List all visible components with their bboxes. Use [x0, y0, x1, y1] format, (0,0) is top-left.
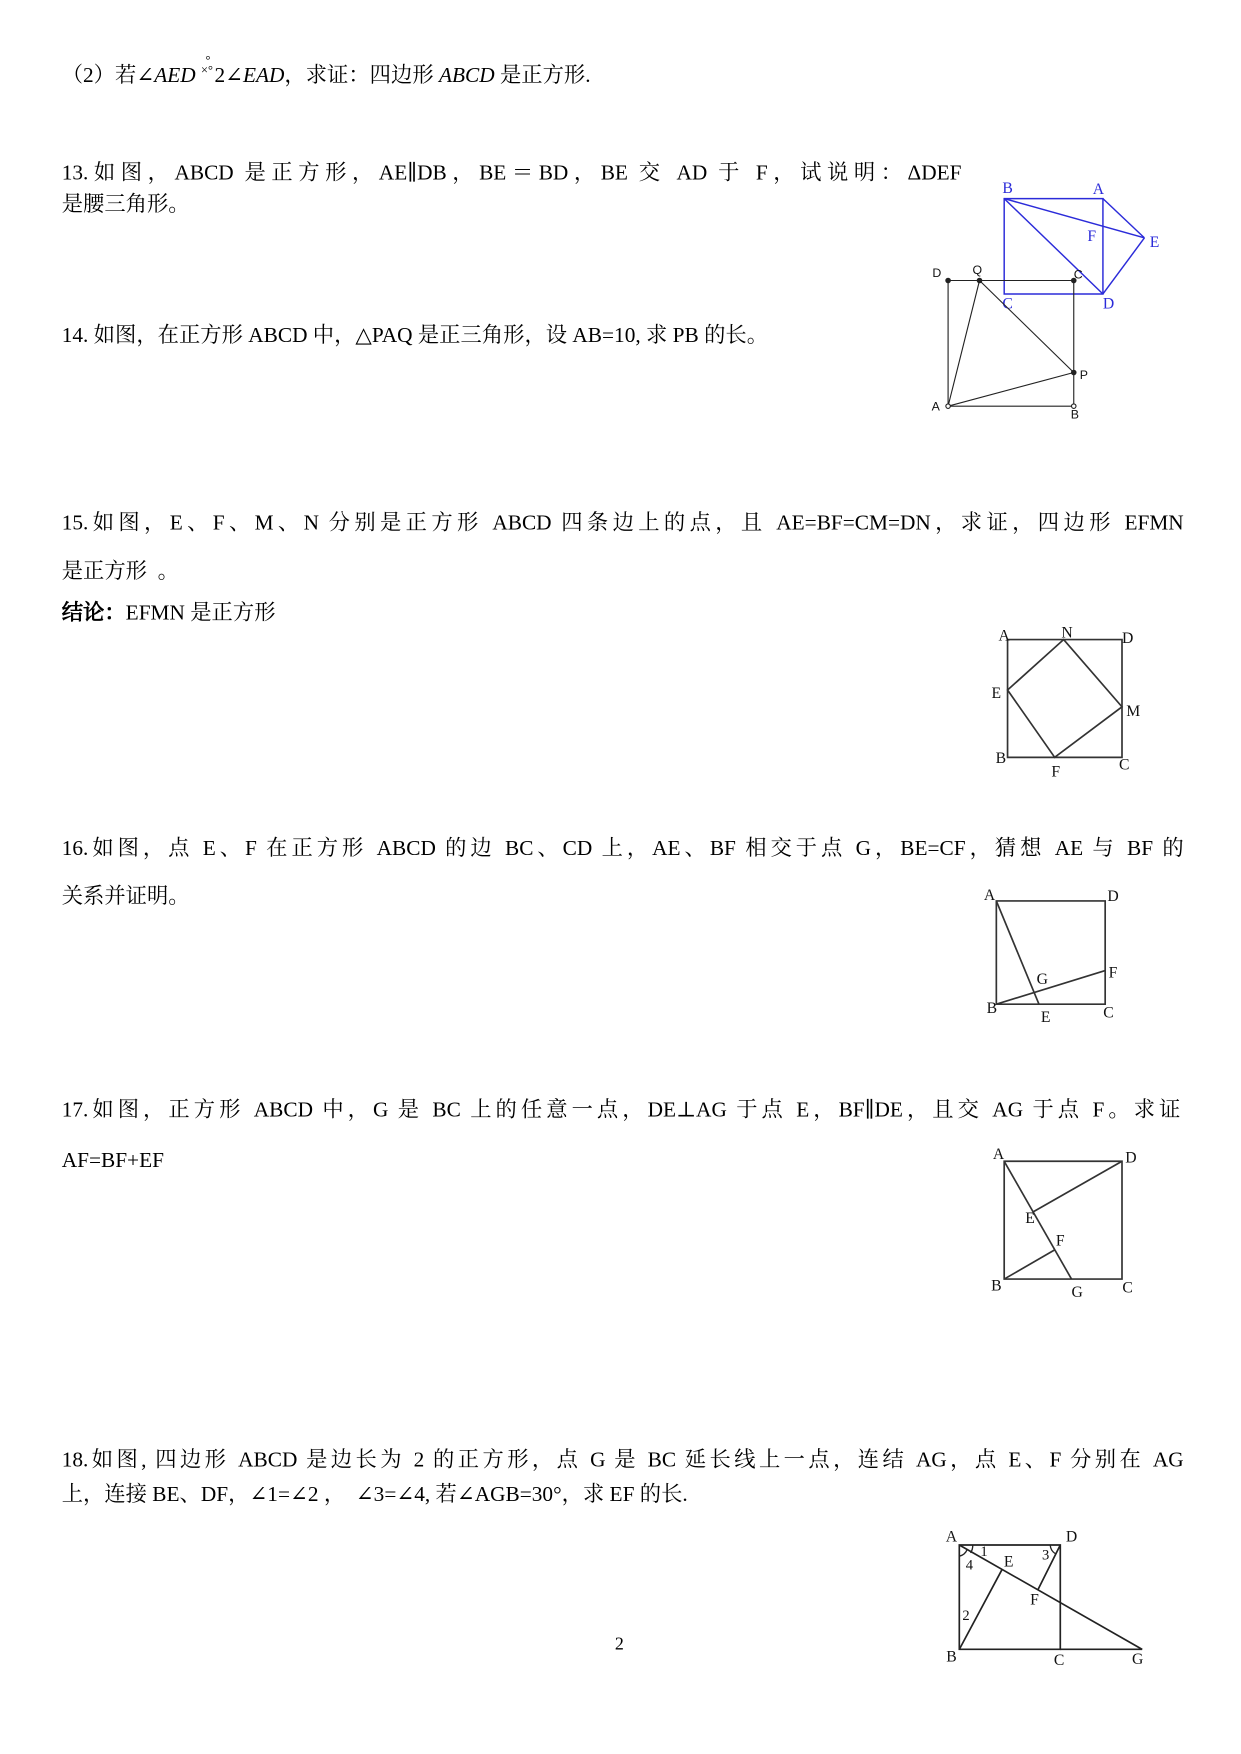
- label-b: B: [991, 1277, 1002, 1295]
- problem-18-line-2: 上，连接 BE、DF，∠1=∠2 ， ∠3=∠4, 若∠AGB=30°，求 EF 的长.: [61, 1483, 688, 1507]
- label-c: C: [1053, 1652, 1065, 1670]
- label-angle-4: 4: [965, 1557, 974, 1574]
- figure-14-labels: [932, 263, 1088, 422]
- label-d: D: [932, 266, 942, 281]
- figure-15: [1008, 640, 1122, 758]
- problem-14-line-1: 14. 如图，在正方形 ABCD 中，△PAQ 是正三角形，设 AB=10, 求 PB 的长。: [61, 324, 769, 348]
- label-d: D: [1107, 887, 1119, 905]
- point-a: [946, 404, 950, 408]
- figure-17: [1004, 1161, 1122, 1279]
- problem-18-line-1: 18.如图, 四边形 ABCD 是边长为 2 的正方形，点 G 是 BC 延长线上一点，连结 AG，点 E、F 分别在 AG: [61, 1448, 1184, 1473]
- label-b: B: [995, 749, 1007, 767]
- label-a: A: [931, 399, 940, 414]
- problem-16-line-1: 16.如图，点 E、F 在正方形 ABCD 的边 BC、CD 上，AE、BF 相交于点 G，BE=CF，猜想 AE 与 BF 的: [61, 837, 1184, 861]
- label-p: P: [1079, 368, 1088, 383]
- label-d: D: [1065, 1528, 1078, 1546]
- label-b: B: [946, 1648, 957, 1666]
- label-d: D: [1102, 295, 1115, 313]
- mid-text: ，求证：四边形: [284, 63, 439, 88]
- figure-16-labels: [984, 887, 1119, 1026]
- label-b: B: [1002, 179, 1013, 197]
- figure-16: [996, 901, 1105, 1004]
- square-abcd: [1008, 640, 1122, 758]
- point-p: [1072, 370, 1076, 374]
- figure-18-labels: [946, 1529, 1144, 1669]
- label-e: E: [1040, 1009, 1051, 1027]
- segment-aq: [948, 281, 979, 407]
- conclusion-text: EFMN 是正方形: [125, 601, 276, 625]
- square-abcd: [1004, 1161, 1122, 1279]
- label-f: F: [1055, 1232, 1065, 1250]
- label-f: F: [1030, 1591, 1039, 1609]
- label-e: E: [1003, 1553, 1014, 1571]
- quad-abcd: ABCD: [438, 63, 495, 88]
- prefix-text: （2）若: [61, 63, 137, 88]
- figure-13-labels: [1002, 180, 1159, 313]
- segment-ae: [996, 901, 1039, 1004]
- angle-ead: ∠EAD: [225, 63, 285, 88]
- angle-aed: ∠AED: [136, 63, 196, 88]
- suffix-text: 是正方形.: [494, 63, 591, 88]
- label-g: G: [1132, 1650, 1144, 1668]
- figure-17-labels: [991, 1146, 1137, 1301]
- label-c: C: [1119, 756, 1130, 774]
- label-f: F: [1087, 228, 1097, 246]
- garbled-symbol-top: °: [205, 53, 211, 68]
- label-a: A: [983, 886, 996, 904]
- point-q: [977, 278, 981, 282]
- problem-16-line-2: 关系并证明。: [61, 885, 190, 909]
- label-a: A: [945, 1528, 958, 1546]
- label-m: M: [1126, 702, 1141, 720]
- label-g: G: [1071, 1284, 1083, 1302]
- segment-de: [1033, 1161, 1122, 1211]
- garbled-symbol: [200, 53, 214, 78]
- page-number: 2: [614, 1634, 624, 1654]
- label-c: C: [1122, 1279, 1133, 1297]
- label-f: F: [1051, 763, 1061, 781]
- problem-15-conclusion: [62, 600, 276, 627]
- label-a: A: [992, 1146, 1005, 1164]
- problem-13-line-1: 13.如图，ABCD 是正方形，AE∥DB，BE＝BD，BE 交 AD 于 F，试说明：ΔDEF: [61, 161, 962, 186]
- label-f: F: [1108, 964, 1118, 982]
- problem-13-line-2: 是腰三角形。: [61, 192, 190, 217]
- problem-15-line-1: 15.如图，E、F、M、N 分别是正方形 ABCD 四条边上的点，且 AE=BF=CM=DN，求证，四边形 EFMN: [61, 511, 1184, 536]
- segment-bf: [996, 971, 1105, 1005]
- label-g: G: [1036, 970, 1049, 988]
- label-a: A: [998, 627, 1010, 645]
- garbled-symbol-bottom: ×°: [200, 63, 213, 78]
- problem-17-line-2: AF=BF+EF: [61, 1148, 164, 1173]
- segment-ed: [1103, 238, 1145, 294]
- label-angle-3: 3: [1042, 1547, 1050, 1564]
- problem-15-line-2: 是正方形 。: [61, 559, 179, 584]
- label-d: D: [1125, 1149, 1137, 1167]
- square-abcd: [996, 901, 1105, 1004]
- figure-18: [959, 1545, 1142, 1649]
- label-e: E: [991, 684, 1002, 702]
- segment-ap: [948, 373, 1074, 407]
- label-c: C: [1002, 295, 1013, 313]
- label-d: D: [1121, 629, 1134, 647]
- segment-bf: [1004, 1250, 1054, 1279]
- segment-ag: [1004, 1161, 1071, 1279]
- label-n: N: [1061, 624, 1073, 642]
- angle-arc-a-inner: [959, 1549, 967, 1556]
- label-e: E: [1149, 233, 1160, 251]
- label-b: B: [986, 1000, 998, 1018]
- label-angle-2: 2: [962, 1608, 970, 1625]
- problem-12-part2: [61, 53, 591, 90]
- label-a: A: [1092, 181, 1105, 199]
- label-b: B: [1070, 407, 1079, 422]
- square-efmn: [1008, 640, 1122, 758]
- label-c: C: [1073, 267, 1083, 282]
- label-e: E: [1025, 1209, 1035, 1227]
- label-angle-1: 1: [980, 1544, 988, 1561]
- problem-17-line-1: 17.如图，正方形 ABCD 中，G 是 BC 上的任意一点，DE⊥AG 于点 E，BF∥DE，且交 AG 于点 F。求证: [61, 1098, 1181, 1122]
- coefficient: 2: [214, 63, 226, 88]
- point-d: [946, 278, 950, 282]
- label-q: Q: [972, 262, 983, 277]
- angle-arc-d: [1050, 1545, 1056, 1554]
- label-c: C: [1103, 1004, 1114, 1022]
- conclusion-label: 结论：: [61, 601, 126, 625]
